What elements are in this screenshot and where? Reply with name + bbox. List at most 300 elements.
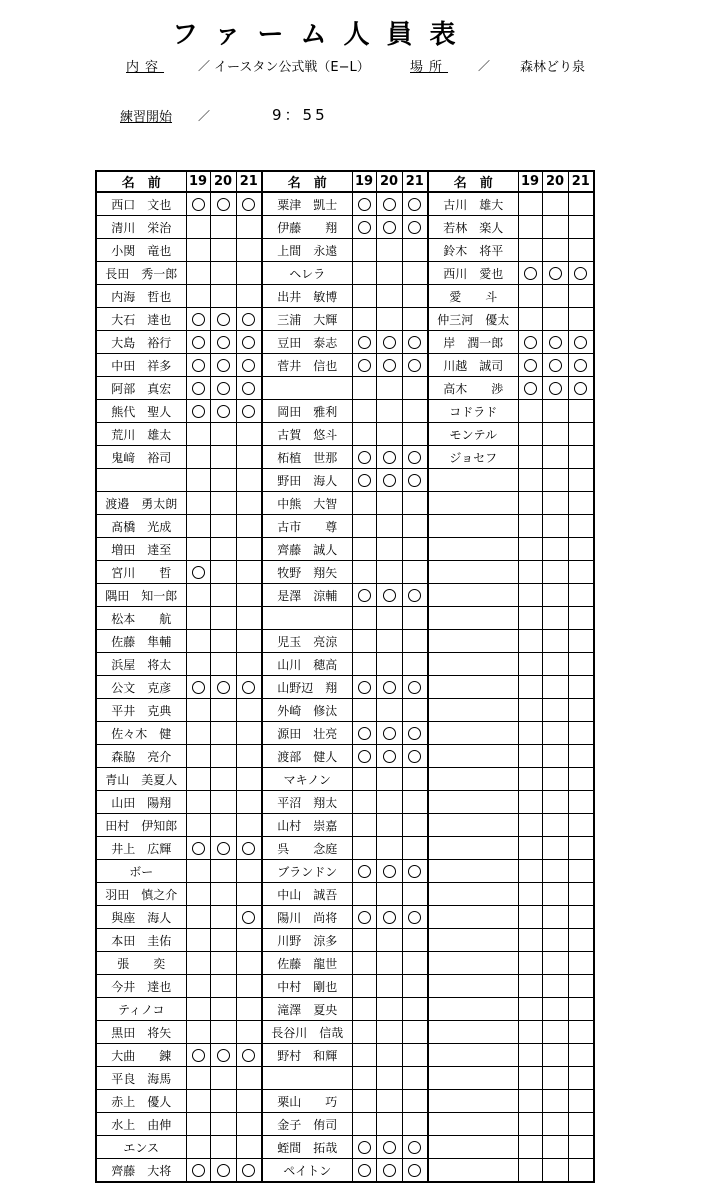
attendance-cell (352, 192, 376, 216)
attendance-cell (542, 1067, 568, 1090)
attendance-cell (376, 860, 402, 883)
table-row (96, 1044, 594, 1067)
attendance-cell (210, 699, 236, 722)
attendance-cell (568, 814, 594, 837)
player-name-cell: 小関 竜也 (96, 239, 186, 262)
attendance-circle-icon (383, 911, 396, 924)
attendance-cell (186, 1090, 210, 1113)
player-name-cell: 熊代 聖人 (96, 400, 186, 423)
attendance-cell (376, 1090, 402, 1113)
attendance-cell (376, 1113, 402, 1136)
player-name-cell (428, 607, 518, 630)
attendance-cell (352, 998, 376, 1021)
player-name-cell: 清川 栄治 (96, 216, 186, 239)
attendance-cell (236, 331, 262, 354)
attendance-cell (568, 262, 594, 285)
attendance-cell (402, 1090, 428, 1113)
name-header: 名 前 (96, 171, 186, 192)
player-name-cell (428, 883, 518, 906)
player-name-cell: 山野辺 翔 (262, 676, 352, 699)
attendance-circle-icon (217, 336, 230, 349)
attendance-cell (236, 722, 262, 745)
attendance-cell (542, 354, 568, 377)
date-header: 21 (402, 171, 428, 192)
player-name-cell: 平井 克典 (96, 699, 186, 722)
attendance-cell (236, 216, 262, 239)
attendance-cell (186, 653, 210, 676)
attendance-cell (236, 354, 262, 377)
player-name-cell: 岸 潤一郎 (428, 331, 518, 354)
attendance-cell (352, 262, 376, 285)
attendance-cell (210, 192, 236, 216)
attendance-cell (518, 1044, 542, 1067)
attendance-cell (210, 561, 236, 584)
attendance-cell (210, 354, 236, 377)
player-name-cell: 齊藤 誠人 (262, 538, 352, 561)
attendance-cell (236, 308, 262, 331)
attendance-cell (186, 745, 210, 768)
attendance-cell (542, 1159, 568, 1183)
attendance-cell (376, 630, 402, 653)
attendance-cell (568, 745, 594, 768)
attendance-cell (236, 653, 262, 676)
table-row (96, 860, 594, 883)
player-name-cell: 西口 文也 (96, 192, 186, 216)
name-header: 名 前 (428, 171, 518, 192)
roster-table (95, 170, 595, 1183)
attendance-cell (376, 377, 402, 400)
table-row (96, 630, 594, 653)
attendance-cell (210, 837, 236, 860)
attendance-circle-icon (192, 681, 205, 694)
player-name-cell: 隅田 知一郎 (96, 584, 186, 607)
attendance-circle-icon (358, 336, 371, 349)
attendance-cell (402, 1044, 428, 1067)
attendance-circle-icon (358, 451, 371, 464)
content-value: イースタン公式戦（E−L） (214, 60, 370, 75)
attendance-cell (542, 192, 568, 216)
attendance-cell (352, 1067, 376, 1090)
player-name-cell: 外崎 修汰 (262, 699, 352, 722)
attendance-cell (376, 1136, 402, 1159)
attendance-cell (376, 699, 402, 722)
attendance-cell (402, 952, 428, 975)
practice-slash: ／ (198, 109, 211, 123)
attendance-circle-icon (574, 267, 587, 280)
attendance-circle-icon (383, 359, 396, 372)
attendance-cell (210, 607, 236, 630)
player-name-cell: 古市 尊 (262, 515, 352, 538)
attendance-circle-icon (242, 911, 255, 924)
attendance-cell (186, 1044, 210, 1067)
attendance-cell (518, 400, 542, 423)
attendance-cell (568, 1021, 594, 1044)
player-name-cell: 佐々木 健 (96, 722, 186, 745)
player-name-cell (428, 1159, 518, 1183)
player-name-cell: 田村 伊知郎 (96, 814, 186, 837)
player-name-cell: ペイトン (262, 1159, 352, 1183)
attendance-cell (210, 975, 236, 998)
attendance-cell (542, 285, 568, 308)
player-name-cell: 大島 裕行 (96, 331, 186, 354)
attendance-cell (376, 906, 402, 929)
attendance-circle-icon (217, 198, 230, 211)
attendance-cell (210, 239, 236, 262)
attendance-cell (518, 192, 542, 216)
table-row (96, 400, 594, 423)
player-name-cell (428, 676, 518, 699)
attendance-cell (518, 929, 542, 952)
attendance-cell (352, 607, 376, 630)
attendance-circle-icon (408, 1141, 421, 1154)
table-row (96, 699, 594, 722)
attendance-cell (542, 1044, 568, 1067)
attendance-cell (376, 952, 402, 975)
attendance-cell (518, 308, 542, 331)
attendance-cell (210, 791, 236, 814)
attendance-cell (236, 975, 262, 998)
player-name-cell: 仲三河 優太 (428, 308, 518, 331)
attendance-cell (186, 607, 210, 630)
attendance-cell (518, 814, 542, 837)
attendance-circle-icon (574, 336, 587, 349)
player-name-cell (428, 929, 518, 952)
player-name-cell: 佐藤 龍世 (262, 952, 352, 975)
attendance-cell (376, 998, 402, 1021)
attendance-cell (236, 952, 262, 975)
attendance-cell (542, 1136, 568, 1159)
attendance-circle-icon (524, 267, 537, 280)
attendance-cell (402, 653, 428, 676)
attendance-cell (236, 837, 262, 860)
attendance-cell (402, 469, 428, 492)
attendance-cell (210, 446, 236, 469)
attendance-cell (352, 1090, 376, 1113)
attendance-cell (186, 308, 210, 331)
attendance-cell (518, 331, 542, 354)
player-name-cell (428, 998, 518, 1021)
table-row (96, 331, 594, 354)
place-label: 場所 (410, 60, 449, 75)
attendance-cell (568, 584, 594, 607)
practice-label: 練習開始 (120, 110, 173, 125)
attendance-cell (542, 469, 568, 492)
attendance-cell (402, 768, 428, 791)
player-name-cell (428, 1090, 518, 1113)
attendance-circle-icon (358, 681, 371, 694)
attendance-cell (376, 1021, 402, 1044)
player-name-cell: 高木 渉 (428, 377, 518, 400)
attendance-circle-icon (192, 1164, 205, 1177)
attendance-cell (542, 377, 568, 400)
attendance-cell (568, 1159, 594, 1183)
attendance-cell (518, 607, 542, 630)
attendance-cell (210, 1067, 236, 1090)
attendance-cell (568, 906, 594, 929)
attendance-cell (402, 538, 428, 561)
attendance-cell (542, 906, 568, 929)
attendance-cell (352, 239, 376, 262)
table-row (96, 354, 594, 377)
attendance-cell (210, 814, 236, 837)
player-name-cell: 内海 哲也 (96, 285, 186, 308)
attendance-cell (402, 814, 428, 837)
player-name-cell (428, 492, 518, 515)
attendance-cell (236, 239, 262, 262)
attendance-circle-icon (192, 382, 205, 395)
table-row (96, 883, 594, 906)
attendance-cell (376, 216, 402, 239)
attendance-cell (236, 285, 262, 308)
attendance-circle-icon (358, 1141, 371, 1154)
player-name-cell: 源田 壮亮 (262, 722, 352, 745)
attendance-circle-icon (408, 865, 421, 878)
date-header: 20 (210, 171, 236, 192)
attendance-cell (568, 285, 594, 308)
attendance-cell (518, 1159, 542, 1183)
attendance-cell (402, 492, 428, 515)
attendance-cell (568, 952, 594, 975)
attendance-cell (568, 377, 594, 400)
attendance-cell (518, 906, 542, 929)
attendance-cell (186, 630, 210, 653)
attendance-cell (518, 630, 542, 653)
attendance-cell (186, 561, 210, 584)
attendance-cell (518, 515, 542, 538)
attendance-cell (568, 216, 594, 239)
table-header-row (96, 171, 594, 192)
player-name-cell: 大曲 錬 (96, 1044, 186, 1067)
attendance-cell (236, 1090, 262, 1113)
attendance-circle-icon (383, 198, 396, 211)
attendance-cell (568, 699, 594, 722)
attendance-cell (518, 538, 542, 561)
player-name-cell: 本田 圭佑 (96, 929, 186, 952)
attendance-cell (542, 745, 568, 768)
name-header: 名 前 (262, 171, 352, 192)
attendance-cell (402, 584, 428, 607)
attendance-cell (186, 791, 210, 814)
attendance-cell (518, 584, 542, 607)
attendance-cell (186, 239, 210, 262)
table-row (96, 929, 594, 952)
attendance-circle-icon (358, 1164, 371, 1177)
player-name-cell (428, 768, 518, 791)
table-row (96, 768, 594, 791)
attendance-cell (352, 216, 376, 239)
table-row (96, 607, 594, 630)
attendance-circle-icon (549, 382, 562, 395)
date-header: 19 (352, 171, 376, 192)
attendance-cell (376, 745, 402, 768)
attendance-cell (236, 538, 262, 561)
attendance-circle-icon (408, 1164, 421, 1177)
player-name-cell: 伊藤 翔 (262, 216, 352, 239)
attendance-circle-icon (217, 405, 230, 418)
table-row (96, 515, 594, 538)
attendance-cell (568, 860, 594, 883)
player-name-cell: 水上 由伸 (96, 1113, 186, 1136)
attendance-cell (402, 607, 428, 630)
attendance-circle-icon (217, 359, 230, 372)
attendance-cell (352, 354, 376, 377)
attendance-cell (210, 331, 236, 354)
attendance-cell (376, 975, 402, 998)
attendance-cell (186, 699, 210, 722)
attendance-cell (352, 1021, 376, 1044)
attendance-cell (236, 745, 262, 768)
player-name-cell: 蛭間 拓哉 (262, 1136, 352, 1159)
attendance-cell (352, 791, 376, 814)
attendance-cell (186, 929, 210, 952)
attendance-cell (402, 423, 428, 446)
attendance-cell (518, 998, 542, 1021)
player-name-cell: ジョセフ (428, 446, 518, 469)
attendance-cell (402, 860, 428, 883)
table-row (96, 492, 594, 515)
attendance-cell (518, 791, 542, 814)
attendance-cell (186, 1159, 210, 1183)
attendance-cell (402, 1067, 428, 1090)
attendance-circle-icon (242, 313, 255, 326)
attendance-cell (542, 308, 568, 331)
attendance-cell (376, 653, 402, 676)
player-name-cell: 中熊 大智 (262, 492, 352, 515)
attendance-cell (402, 216, 428, 239)
attendance-cell (376, 1044, 402, 1067)
table-row (96, 538, 594, 561)
player-name-cell: 公文 克彦 (96, 676, 186, 699)
attendance-cell (236, 814, 262, 837)
attendance-circle-icon (217, 1049, 230, 1062)
attendance-circle-icon (383, 1164, 396, 1177)
attendance-cell (376, 469, 402, 492)
attendance-cell (236, 1159, 262, 1183)
attendance-cell (186, 377, 210, 400)
attendance-cell (352, 860, 376, 883)
attendance-circle-icon (383, 221, 396, 234)
attendance-cell (352, 975, 376, 998)
date-header: 21 (568, 171, 594, 192)
player-name-cell: 荒川 雄太 (96, 423, 186, 446)
table-row (96, 1021, 594, 1044)
attendance-cell (352, 929, 376, 952)
attendance-cell (352, 331, 376, 354)
attendance-circle-icon (408, 198, 421, 211)
attendance-cell (352, 1136, 376, 1159)
attendance-cell (568, 975, 594, 998)
attendance-cell (542, 584, 568, 607)
attendance-cell (568, 607, 594, 630)
player-name-cell (262, 377, 352, 400)
attendance-cell (542, 722, 568, 745)
attendance-circle-icon (408, 451, 421, 464)
page-title: ファーム人員表 (172, 20, 473, 50)
player-name-cell: 長田 秀一郎 (96, 262, 186, 285)
attendance-cell (210, 492, 236, 515)
attendance-cell (518, 952, 542, 975)
attendance-cell (352, 814, 376, 837)
table-row (96, 676, 594, 699)
attendance-cell (186, 515, 210, 538)
player-name-cell: 長谷川 信哉 (262, 1021, 352, 1044)
attendance-circle-icon (242, 1049, 255, 1062)
attendance-cell (402, 998, 428, 1021)
attendance-cell (210, 308, 236, 331)
attendance-cell (352, 1159, 376, 1183)
player-name-cell: 三浦 大輝 (262, 308, 352, 331)
attendance-cell (186, 216, 210, 239)
attendance-cell (542, 239, 568, 262)
attendance-cell (542, 630, 568, 653)
attendance-circle-icon (358, 359, 371, 372)
player-name-cell (428, 1021, 518, 1044)
attendance-cell (210, 860, 236, 883)
player-name-cell: 野田 海人 (262, 469, 352, 492)
attendance-circle-icon (574, 359, 587, 372)
attendance-circle-icon (383, 750, 396, 763)
attendance-circle-icon (358, 474, 371, 487)
player-name-cell: 栗山 巧 (262, 1090, 352, 1113)
content-label: 内容 (126, 60, 165, 75)
date-header: 21 (236, 171, 262, 192)
attendance-cell (542, 492, 568, 515)
player-name-cell: 中田 祥多 (96, 354, 186, 377)
attendance-cell (402, 929, 428, 952)
table-row (96, 262, 594, 285)
attendance-cell (402, 1136, 428, 1159)
attendance-cell (210, 906, 236, 929)
player-name-cell: 豆田 泰志 (262, 331, 352, 354)
date-header: 19 (186, 171, 210, 192)
attendance-cell (518, 653, 542, 676)
place-value: 森林どり泉 (520, 60, 586, 75)
player-name-cell: 渡邉 勇太朗 (96, 492, 186, 515)
attendance-circle-icon (358, 911, 371, 924)
player-name-cell: 山田 陽翔 (96, 791, 186, 814)
date-header: 19 (518, 171, 542, 192)
attendance-cell (376, 423, 402, 446)
table-row (96, 239, 594, 262)
attendance-cell (352, 722, 376, 745)
attendance-circle-icon (217, 842, 230, 855)
attendance-cell (210, 584, 236, 607)
attendance-cell (568, 239, 594, 262)
table-row (96, 216, 594, 239)
attendance-cell (402, 791, 428, 814)
attendance-cell (568, 1067, 594, 1090)
attendance-cell (568, 998, 594, 1021)
player-name-cell: ヘレラ (262, 262, 352, 285)
attendance-cell (402, 192, 428, 216)
attendance-circle-icon (524, 359, 537, 372)
player-name-cell: 羽田 慎之介 (96, 883, 186, 906)
attendance-cell (518, 745, 542, 768)
player-name-cell: 髙橋 光成 (96, 515, 186, 538)
attendance-cell (186, 676, 210, 699)
attendance-cell (518, 492, 542, 515)
player-name-cell: 赤上 優人 (96, 1090, 186, 1113)
attendance-cell (568, 791, 594, 814)
attendance-cell (236, 423, 262, 446)
player-name-cell (428, 561, 518, 584)
attendance-cell (376, 239, 402, 262)
player-name-cell: 野村 和輝 (262, 1044, 352, 1067)
attendance-cell (186, 331, 210, 354)
table-row (96, 653, 594, 676)
attendance-cell (352, 676, 376, 699)
attendance-cell (402, 262, 428, 285)
